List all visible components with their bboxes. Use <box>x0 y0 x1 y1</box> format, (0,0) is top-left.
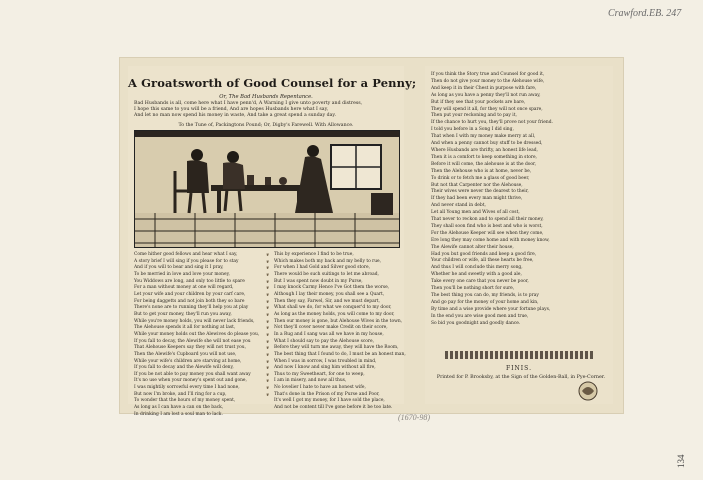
verse-line: Then the Alewife's Cupboard you will not use, <box>134 351 237 357</box>
decorative-border <box>445 351 593 359</box>
tavern-scene-image <box>135 131 399 247</box>
verse-line: That Alehouse Keepers say they will not trust you, <box>134 345 247 351</box>
ballad-title: A Groatsworth of Good Counsel for a Penny; <box>128 76 417 90</box>
verse-line: That never to reckon and to spend all their money, <box>431 217 544 223</box>
verse-line: Not they'll cover never make Credit on their score, <box>274 325 388 331</box>
broadside-sheet <box>120 58 623 417</box>
verse-line: In a Rug and I sang was all we have in my house, <box>274 331 384 337</box>
verse-line: The Alehouse spends it all for nothing at last, <box>134 325 236 331</box>
verse-line: While your wife's children are starving at home, <box>134 358 242 364</box>
verse-line: And keep it in their Chest in purpose with fare, <box>431 85 537 91</box>
printer-ornament-icon <box>575 379 601 403</box>
verse-line: Had you but good friends and keep a good fire, <box>431 251 537 257</box>
verse-line: But not that Carpenter nor the Alehouse, <box>431 182 523 188</box>
verse-line: To be merried in love and love your money, <box>134 271 230 277</box>
verse-line: Whether he and sweetly with a good ale, <box>431 272 522 278</box>
intro-line: I hope this same to you will be a friend, And are hopes Husbands here what I say, <box>134 107 329 113</box>
verse-line: That when I with my money make merry at all, <box>431 134 536 140</box>
verse-line: Which makes both my back and my belly to rue, <box>274 258 382 264</box>
verse-line: You Widdows are long, and only too little to spare <box>134 278 245 284</box>
verse-line: Come hither good fellows and hear what I say, <box>134 252 238 257</box>
verse-line: But now I'm broke, and I'll ring for a cup, <box>134 391 227 397</box>
verse-line: What shall we do, for what we conquer'd to my door, <box>274 305 392 311</box>
verse-line: Then do not give your money to the Alehouse wife, <box>431 78 545 84</box>
finis-label: FINIS. <box>506 365 532 372</box>
ballad-subtitle: Or, The Bad Husbands Repentance. <box>219 94 313 100</box>
tune-line: To the Tune of, Packingtons Pound; Or, Digby's Farewell. With Allowance. <box>178 123 354 128</box>
verse-line: I was mightily sorrowful every time I had none, <box>134 385 240 391</box>
verse-line: The best thing that I found to do, I must be an honest man, <box>274 351 406 357</box>
verse-line: So bid you goodnight and goodly dance. <box>431 320 521 326</box>
shelfmark: Crawford.EB. 247 <box>608 8 682 19</box>
verse-line: Then you'll be nothing short for sure, <box>431 286 515 292</box>
verse-line: For a man without money at one will regard, <box>134 285 234 291</box>
imprint: Printed for P. Brooksby, at the Sign of the Golden-Ball, in Pye-Corner. <box>436 375 606 380</box>
verse-line: Take every one care that you never be poor, <box>431 279 529 285</box>
verse-line: As long as you have a penny they'll not run away, <box>431 92 541 98</box>
verse-line: While you're money holds, you will never lack friends, <box>134 318 255 324</box>
verse-line: And go pay for the money of your home and kin, <box>431 299 539 305</box>
verse-line: If you think the Story true and Counsel for good it, <box>431 72 545 77</box>
verse-line: But I was spent now doubt in my Purse, <box>274 278 363 284</box>
verse-line: For when I had Gold and Silver good store, <box>274 265 370 271</box>
verse-line: If you be not able to pay money you shall want away <box>134 371 251 377</box>
verse-line: As long as I can have a can on the back, <box>134 405 224 411</box>
verse-line: They shall soon find who is best and who is worst, <box>431 223 543 229</box>
verse-line: The best thing you can do, my friends, is to pray <box>431 293 539 298</box>
verse-line: For being daggetts and not join both they so bare <box>134 298 245 304</box>
verse-line: It's no use when your money's spent out and gone, <box>134 378 247 384</box>
verse-line: Let all Young men and Wives of all cost, <box>431 210 520 216</box>
verse-line: And if you will to bear and sing it I pray, <box>134 265 224 271</box>
verse-line: Your children or wife, all these hearts be free, <box>431 258 534 264</box>
verse-line: For the Alehouse Keeper will see when they come, <box>431 230 544 236</box>
intro-verse <box>134 101 398 120</box>
verse-line: While your money holds out the Alewives do please you, <box>134 331 260 337</box>
verse-line: And never stand in debt, <box>431 203 486 209</box>
left-column-verses <box>134 252 260 418</box>
verse-line: In drinking I am lost a soul man to lack. <box>134 411 223 417</box>
verse-line: In the end you are wise good men and true, <box>431 313 529 319</box>
verse-line: If you fall to decay, the Alewife she will not ease you <box>134 338 251 344</box>
left-page <box>128 66 417 417</box>
verse-line: There would be such suitings to let me abroad, <box>274 271 379 277</box>
woodcut-illustration <box>134 130 400 248</box>
verse-line: This by experience I find to be true, <box>274 252 354 257</box>
verse-line: Then put your reckoning and to pay it, <box>431 113 517 119</box>
verse-line: But to get your money, they'll run you away, <box>134 311 232 317</box>
verse-line: Although I lay their money, you shall see a Quart, <box>274 291 385 297</box>
verse-line: A story brief I will sing if you please for to stay <box>134 258 239 264</box>
verse-line: And not be content till I've gone before it be too late. <box>274 405 393 411</box>
verse-line: There's none are to running they'll help you at play <box>134 305 249 311</box>
verse-line: If they had been every man might thrive, <box>431 196 523 202</box>
verse-line: Their wives were never the dearest to their, <box>431 189 529 195</box>
verse-line: Then they say, Farwel, Sir, and we must depart, <box>274 298 380 304</box>
verse-line: And when a penny cannot buy stuff to be dressed, <box>431 141 543 147</box>
intro-line: Bad Husbands is all, come here what I have penn'd, A Warning I give unto poverty and distress, <box>134 101 363 106</box>
verse-line: If the chance to hurt you, they'll prove not your friend. <box>431 120 553 126</box>
verse-line: Thus to my Sweetheart, for one to weep, <box>274 371 365 377</box>
verse-line: And now I know and sing him without all fire, <box>274 365 376 371</box>
verse-line: It's well I got my money, for I have sold the place, <box>274 398 385 404</box>
verse-line: I told you before in a Song I did sing, <box>431 127 514 133</box>
verse-line: That's done in the Prison of my Purse and Poor, <box>274 391 380 397</box>
verse-line: Before it will come, the alehouse is at the door, <box>431 161 537 167</box>
verse-line: Then the Alehouse who is at home, never be, <box>431 168 532 174</box>
verse-line: I am in misery, and now all thus, <box>274 378 347 384</box>
verse-line: As long as the money holds, you will come to my door, <box>274 311 395 317</box>
verse-line: Then our money is gone, but Alehouse Wives in the town, <box>274 318 403 324</box>
verse-line: Ere long they may come home and with money know, <box>431 237 550 243</box>
verse-line: If you fall to decay and the Alewife will deny, <box>134 365 234 371</box>
verse-line: Where Husbands are thrifty, an honest life lead, <box>431 147 538 153</box>
intro-line: And let no man now spend his money in waste, And take a great spend a sunday day. <box>134 113 336 119</box>
column-divider-ornament: ❦ ❦ ❦ ❦ ❦ ❦ ❦ ❦ ❦ ❦ ❦ ❦ ❦ ❦ ❦ ❦ ❦ ❦ ❦ ❦ ❦ ❦ <box>266 252 270 397</box>
verse-line: By time and a wise provide where your fortune plays, <box>431 306 551 312</box>
verse-line: To drink or to fetch me a glass of good beer, <box>431 175 530 181</box>
verse-line: The Alewife cannot alter their house, <box>431 244 514 250</box>
right-page <box>425 66 613 404</box>
verse-line: They will spend it all, for they will not once spare, <box>431 106 543 112</box>
verse-line: What I should say to pay the Alehouse score, <box>274 338 375 344</box>
right-page-verses <box>431 72 609 328</box>
verse-line: But if they see that your pockets are bare, <box>431 99 526 105</box>
verse-line: No lovelier I hate to have an honest wife, <box>274 385 366 391</box>
page-number: 134 <box>676 454 686 468</box>
verse-line: I may knock Carmy Hence I've Got them the worse, <box>274 285 390 291</box>
verse-line: When I was in sorrow, I was troubled in mind, <box>274 358 377 364</box>
verse-line: To wonder that the hours of my money spent, <box>134 398 236 404</box>
date-annotation: (1670-98) <box>398 413 430 422</box>
verse-line: Before they will turn me away, they will have the Room, <box>274 345 399 351</box>
verse-line: And thus I will conclude this merry song, <box>431 265 523 271</box>
right-column-verses <box>274 252 406 412</box>
verse-line: Let your wife and your children by your carf care, <box>134 291 246 297</box>
verse-line: Then it is a comfort to keep something in store, <box>431 154 537 160</box>
